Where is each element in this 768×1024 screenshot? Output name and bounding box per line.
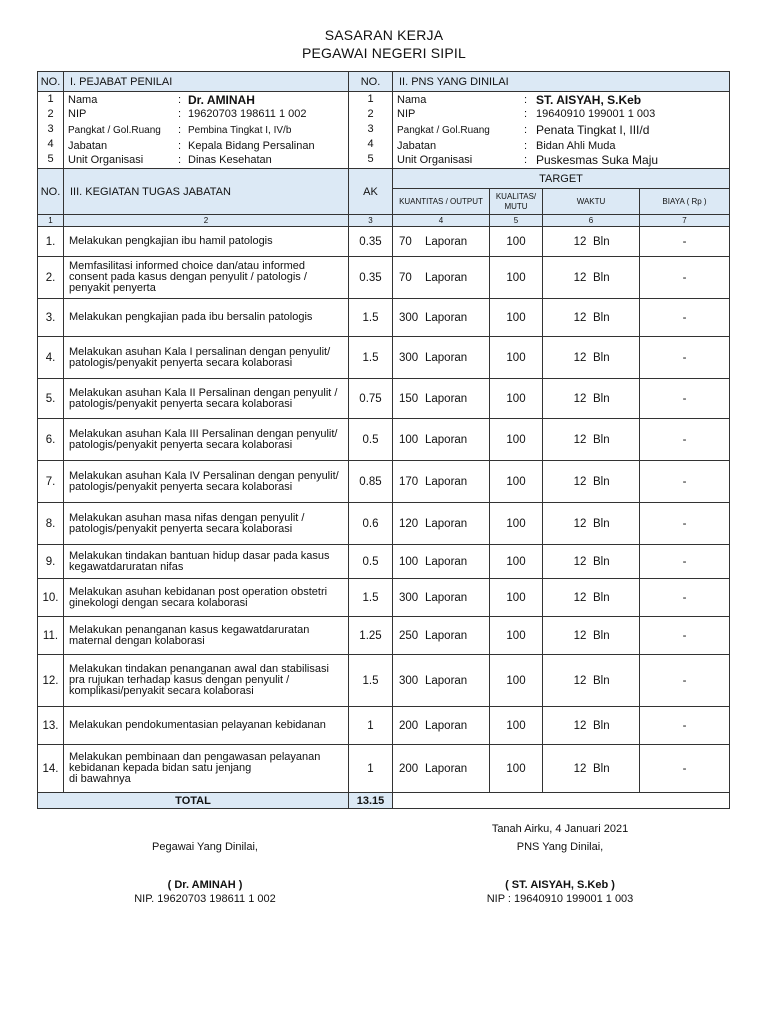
time-unit: Bln	[593, 674, 610, 687]
quantity-value: 70	[399, 271, 412, 284]
dinilai-value: Penata Tingkat I, III/d	[536, 123, 650, 137]
activity-time	[543, 745, 640, 793]
activity-cost: -	[640, 707, 730, 745]
penilai-row	[68, 107, 348, 122]
activity-quality: 100	[490, 227, 543, 257]
activity-quality: 100	[490, 655, 543, 707]
dinilai-value: 19640910 199001 1 003	[536, 108, 656, 120]
activity-cost: -	[640, 419, 730, 461]
activity-ak: 0.5	[349, 419, 393, 461]
activity-ak: 1.5	[349, 299, 393, 337]
activity-number: 2.	[38, 257, 64, 299]
dinilai-label: Jabatan	[397, 140, 437, 152]
activity-number: 13.	[38, 707, 64, 745]
penilai-colon: :	[178, 108, 182, 120]
activity-cost: -	[640, 545, 730, 579]
penilai-row-number: 4	[47, 138, 54, 150]
time-value: 12	[573, 629, 587, 642]
activity-quality: 100	[490, 745, 543, 793]
activity-quality: 100	[490, 337, 543, 379]
activity-number: 3.	[38, 299, 64, 337]
penilai-value: Dinas Kesehatan	[188, 154, 272, 166]
header-kualitas: KUALITAS/ MUTU	[490, 189, 543, 215]
activity-quantity	[393, 461, 490, 503]
activity-row	[38, 337, 730, 379]
penilai-colon: :	[178, 124, 182, 136]
activity-quality: 100	[490, 461, 543, 503]
dinilai-row-number: 1	[367, 93, 374, 105]
activity-quantity	[393, 579, 490, 617]
dinilai-row	[397, 93, 729, 108]
total-row	[38, 793, 730, 809]
quantity-value: 200	[399, 719, 419, 732]
activity-quality: 100	[490, 617, 543, 655]
column-number: 1	[38, 215, 64, 227]
activity-description: Melakukan asuhan masa nifas dengan penyulit / patologis/penyakit penyerta secara kolaborasi	[64, 503, 349, 545]
time-value: 12	[573, 433, 587, 446]
dinilai-label: Pangkat / Gol.Ruang	[397, 125, 490, 136]
time-value: 12	[573, 311, 587, 324]
column-number: 7	[640, 215, 730, 227]
activity-row	[38, 227, 730, 257]
activity-quality: 100	[490, 257, 543, 299]
column-number: 5	[490, 215, 543, 227]
quantity-value: 150	[399, 392, 419, 405]
right-signature-title: PNS Yang Dinilai,	[516, 841, 604, 853]
time-unit: Bln	[593, 475, 610, 488]
time-unit: Bln	[593, 235, 610, 248]
penilai-label: Nama	[68, 94, 98, 106]
dinilai-row	[397, 139, 729, 154]
right-signature-name: ( ST. AISYAH, S.Keb )	[505, 879, 615, 891]
penilai-row	[68, 139, 348, 154]
quantity-unit: Laporan	[425, 235, 468, 248]
activity-row	[38, 617, 730, 655]
quantity-value: 100	[399, 555, 419, 568]
activity-cost: -	[640, 617, 730, 655]
activity-number: 14.	[38, 745, 64, 793]
activity-quantity	[393, 655, 490, 707]
activity-time	[543, 227, 640, 257]
penilai-row	[68, 123, 348, 138]
column-number: 4	[393, 215, 490, 227]
activity-description: Melakukan asuhan Kala IV Persalinan dengan penyulit/ patologis/penyakit penyerta secara kolaborasi	[64, 461, 349, 503]
time-unit: Bln	[593, 629, 610, 642]
activity-time	[543, 503, 640, 545]
dinilai-colon: :	[524, 108, 528, 120]
quantity-value: 250	[399, 629, 419, 642]
left-signature-name: ( Dr. AMINAH )	[167, 879, 243, 891]
time-unit: Bln	[593, 517, 610, 530]
column-number: 2	[64, 215, 349, 227]
time-unit: Bln	[593, 591, 610, 604]
penilai-row-number: 5	[47, 153, 54, 165]
activity-ak: 1.5	[349, 579, 393, 617]
activity-quantity	[393, 379, 490, 419]
total-empty	[393, 793, 730, 809]
activity-quality: 100	[490, 707, 543, 745]
dinilai-row	[397, 123, 729, 138]
dinilai-value: ST. AISYAH, S.Keb	[536, 93, 642, 107]
time-value: 12	[573, 475, 587, 488]
activity-number: 4.	[38, 337, 64, 379]
column-number: 6	[543, 215, 640, 227]
activity-quantity	[393, 503, 490, 545]
quantity-value: 300	[399, 311, 419, 324]
penilai-row-number: 3	[47, 123, 54, 135]
activity-ak: 1.25	[349, 617, 393, 655]
activity-quality: 100	[490, 545, 543, 579]
activity-cost: -	[640, 461, 730, 503]
activity-ak: 0.6	[349, 503, 393, 545]
activity-quantity	[393, 419, 490, 461]
quantity-unit: Laporan	[425, 674, 468, 687]
activity-row	[38, 545, 730, 579]
activity-description: Melakukan penanganan kasus kegawatdaruratan maternal dengan kolaborasi	[64, 617, 349, 655]
activity-description: Melakukan pengkajian pada ibu bersalin patologis	[64, 299, 349, 337]
activity-cost: -	[640, 257, 730, 299]
dinilai-label: Unit Organisasi	[397, 154, 473, 166]
activity-quantity	[393, 745, 490, 793]
header-no-kegiatan: NO.	[38, 169, 64, 215]
time-unit: Bln	[593, 392, 610, 405]
quantity-unit: Laporan	[425, 555, 468, 568]
dinilai-row-number: 4	[367, 138, 374, 150]
activity-quantity	[393, 227, 490, 257]
activity-time	[543, 545, 640, 579]
quantity-unit: Laporan	[425, 311, 468, 324]
header-ak: AK	[349, 169, 393, 215]
activity-ak: 1.5	[349, 337, 393, 379]
quantity-unit: Laporan	[425, 762, 468, 775]
document-subtitle: PEGAWAI NEGERI SIPIL	[301, 45, 466, 61]
dinilai-value: Bidan Ahli Muda	[536, 140, 616, 152]
quantity-unit: Laporan	[425, 351, 468, 364]
activity-row	[38, 745, 730, 793]
header-pns-dinilai: II. PNS YANG DINILAI	[393, 72, 730, 92]
penilai-numbers	[38, 92, 64, 169]
time-unit: Bln	[593, 271, 610, 284]
total-ak: 13.15	[349, 793, 393, 809]
time-unit: Bln	[593, 311, 610, 324]
activity-time	[543, 707, 640, 745]
activity-quality: 100	[490, 419, 543, 461]
activity-ak: 0.85	[349, 461, 393, 503]
time-value: 12	[573, 674, 587, 687]
activity-time	[543, 461, 640, 503]
activity-number: 5.	[38, 379, 64, 419]
dinilai-row-number: 5	[367, 153, 374, 165]
time-value: 12	[573, 555, 587, 568]
penilai-value: Pembina Tingkat I, IV/b	[188, 125, 292, 136]
left-signature-nip: NIP. 19620703 198611 1 002	[134, 893, 276, 905]
activity-quality: 100	[490, 579, 543, 617]
time-unit: Bln	[593, 719, 610, 732]
activity-time	[543, 617, 640, 655]
penilai-fields	[64, 92, 349, 169]
penilai-label: Unit Organisasi	[68, 154, 144, 166]
activity-time	[543, 419, 640, 461]
penilai-value: Dr. AMINAH	[188, 93, 255, 107]
time-unit: Bln	[593, 762, 610, 775]
dinilai-row	[397, 107, 729, 122]
quantity-value: 200	[399, 762, 419, 775]
activity-quality: 100	[490, 299, 543, 337]
quantity-value: 300	[399, 351, 419, 364]
activity-ak: 1	[349, 745, 393, 793]
activity-description: Melakukan asuhan Kala II Persalinan dengan penyulit / patologis/penyakit penyerta secara kolaborasi	[64, 379, 349, 419]
dinilai-colon: :	[524, 124, 528, 136]
header-kegiatan: III. KEGIATAN TUGAS JABATAN	[64, 169, 349, 215]
activity-description: Melakukan pendokumentasian pelayanan kebidanan	[64, 707, 349, 745]
time-value: 12	[573, 719, 587, 732]
activity-time	[543, 379, 640, 419]
quantity-value: 170	[399, 475, 419, 488]
quantity-unit: Laporan	[425, 475, 468, 488]
quantity-value: 70	[399, 235, 412, 248]
time-value: 12	[573, 392, 587, 405]
right-signature-nip: NIP : 19640910 199001 1 003	[486, 893, 634, 905]
activity-row	[38, 707, 730, 745]
activity-cost: -	[640, 503, 730, 545]
activity-row	[38, 461, 730, 503]
activity-number: 10.	[38, 579, 64, 617]
header-biaya: BIAYA ( Rp )	[640, 189, 730, 215]
quantity-value: 120	[399, 517, 419, 530]
activity-description: Melakukan asuhan Kala I persalinan dengan penyulit/ patologis/penyakit penyerta secara kolaborasi	[64, 337, 349, 379]
document-title: SASARAN KERJA	[324, 27, 444, 43]
dinilai-colon: :	[524, 154, 528, 166]
activity-quality: 100	[490, 379, 543, 419]
activity-description: Melakukan tindakan penanganan awal dan stabilisasi pra rujukan terhadap kasus dengan penyulit / komplikasi/penyakit secara kolaborasi	[64, 655, 349, 707]
left-signature-title: Pegawai Yang Dinilai,	[152, 841, 258, 853]
penilai-row	[68, 153, 348, 168]
quantity-unit: Laporan	[425, 433, 468, 446]
penilai-value: Kepala Bidang Persalinan	[188, 140, 315, 152]
header-waktu: WAKTU	[543, 189, 640, 215]
time-unit: Bln	[593, 555, 610, 568]
time-value: 12	[573, 235, 587, 248]
activity-time	[543, 655, 640, 707]
penilai-row-number: 2	[47, 108, 54, 120]
activity-description: Melakukan asuhan kebidanan post operation obstetri ginekologi dengan secara kolaborasi	[64, 579, 349, 617]
activity-time	[543, 299, 640, 337]
place-date: Tanah Airku, 4 Januari 2021	[491, 823, 629, 835]
time-unit: Bln	[593, 351, 610, 364]
quantity-value: 300	[399, 591, 419, 604]
time-value: 12	[573, 762, 587, 775]
quantity-unit: Laporan	[425, 517, 468, 530]
activity-number: 8.	[38, 503, 64, 545]
penilai-colon: :	[178, 94, 182, 106]
header-no-2: NO.	[349, 72, 393, 92]
activity-cost: -	[640, 379, 730, 419]
activity-row	[38, 419, 730, 461]
penilai-row-number: 1	[47, 93, 54, 105]
total-label: TOTAL	[38, 793, 349, 809]
dinilai-fields	[393, 92, 730, 169]
penilai-row	[68, 93, 348, 108]
activity-description: Melakukan asuhan Kala III Persalinan dengan penyulit/ patologis/penyakit penyerta secara kolaborasi	[64, 419, 349, 461]
activity-ak: 0.5	[349, 545, 393, 579]
activity-ak: 1	[349, 707, 393, 745]
dinilai-numbers	[349, 92, 393, 169]
column-number: 3	[349, 215, 393, 227]
activity-number: 7.	[38, 461, 64, 503]
quantity-unit: Laporan	[425, 719, 468, 732]
activity-time	[543, 579, 640, 617]
dinilai-value: Puskesmas Suka Maju	[536, 153, 659, 167]
header-no: NO.	[38, 72, 64, 92]
activity-time	[543, 257, 640, 299]
activity-ak: 0.35	[349, 257, 393, 299]
dinilai-colon: :	[524, 94, 528, 106]
quantity-value: 300	[399, 674, 419, 687]
activity-row	[38, 579, 730, 617]
activity-number: 11.	[38, 617, 64, 655]
activity-quantity	[393, 617, 490, 655]
quantity-unit: Laporan	[425, 629, 468, 642]
activity-cost: -	[640, 337, 730, 379]
header-pejabat-penilai: I. PEJABAT PENILAI	[64, 72, 349, 92]
dinilai-row	[397, 153, 729, 168]
activity-cost: -	[640, 655, 730, 707]
activity-row	[38, 379, 730, 419]
dinilai-label: Nama	[397, 94, 427, 106]
dinilai-row-number: 3	[367, 123, 374, 135]
penilai-value: 19620703 198611 1 002	[188, 108, 307, 120]
dinilai-label: NIP	[397, 108, 416, 120]
activity-row	[38, 257, 730, 299]
activity-ak: 0.75	[349, 379, 393, 419]
activity-number: 6.	[38, 419, 64, 461]
activity-description: Memfasilitasi informed choice dan/atau informed consent pada kasus dengan penyulit / patologis / penyakit penyerta	[64, 257, 349, 299]
header-kuantitas: KUANTITAS / OUTPUT	[393, 189, 490, 215]
activity-row	[38, 655, 730, 707]
activity-ak: 1.5	[349, 655, 393, 707]
time-value: 12	[573, 591, 587, 604]
penilai-colon: :	[178, 154, 182, 166]
activity-quantity	[393, 337, 490, 379]
activity-description: Melakukan pembinaan dan pengawasan pelayanan kebidanan kepada bidan satu jenjang di bawahnya	[64, 745, 349, 793]
quantity-unit: Laporan	[425, 271, 468, 284]
activity-row	[38, 299, 730, 337]
activity-cost: -	[640, 227, 730, 257]
activity-time	[543, 337, 640, 379]
skp-table	[37, 71, 730, 809]
activity-quantity	[393, 257, 490, 299]
header-target: TARGET	[393, 169, 730, 189]
penilai-label: NIP	[68, 108, 87, 120]
activity-quality: 100	[490, 503, 543, 545]
activity-row	[38, 503, 730, 545]
activity-number: 12.	[38, 655, 64, 707]
activity-cost: -	[640, 745, 730, 793]
time-unit: Bln	[593, 433, 610, 446]
quantity-unit: Laporan	[425, 392, 468, 405]
time-value: 12	[573, 271, 587, 284]
penilai-label: Jabatan	[68, 140, 108, 152]
quantity-value: 100	[399, 433, 419, 446]
activity-ak: 0.35	[349, 227, 393, 257]
penilai-label: Pangkat / Gol.Ruang	[68, 125, 161, 136]
activity-description: Melakukan pengkajian ibu hamil patologis	[64, 227, 349, 257]
time-value: 12	[573, 517, 587, 530]
activity-description: Melakukan tindakan bantuan hidup dasar pada kasus kegawatdaruratan nifas	[64, 545, 349, 579]
activity-quantity	[393, 545, 490, 579]
activity-quantity	[393, 707, 490, 745]
activity-number: 1.	[38, 227, 64, 257]
time-value: 12	[573, 351, 587, 364]
dinilai-colon: :	[524, 140, 528, 152]
activity-cost: -	[640, 579, 730, 617]
quantity-unit: Laporan	[425, 591, 468, 604]
penilai-colon: :	[178, 140, 182, 152]
activity-cost: -	[640, 299, 730, 337]
activity-quantity	[393, 299, 490, 337]
activity-number: 9.	[38, 545, 64, 579]
dinilai-row-number: 2	[367, 108, 374, 120]
